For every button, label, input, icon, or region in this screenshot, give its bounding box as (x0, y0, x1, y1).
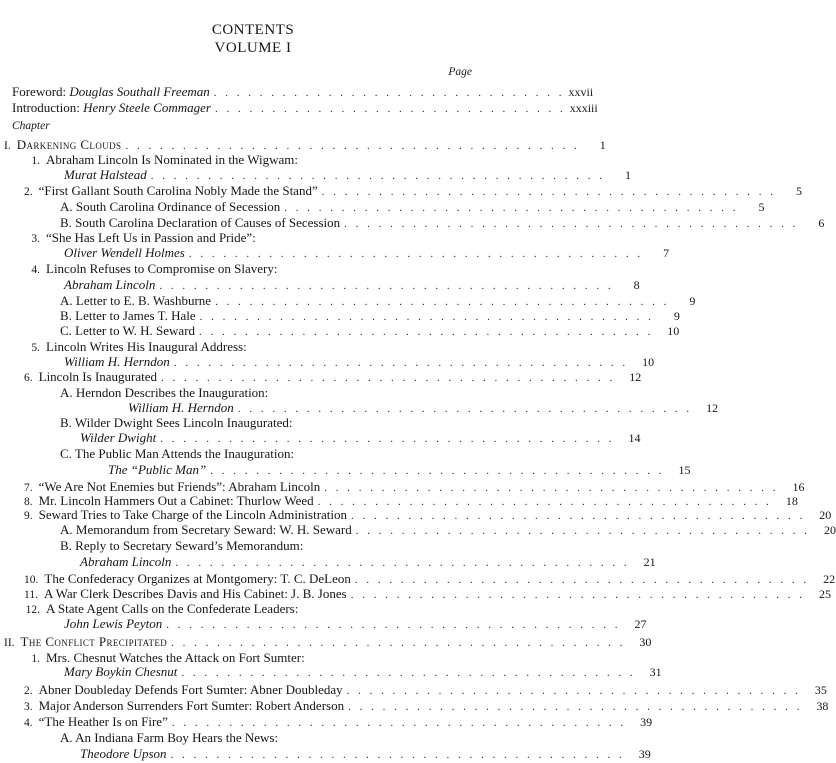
toc-entry (24, 183, 802, 198)
entry-page: 31 (649, 665, 662, 679)
introduction-author: Henry Steele Commager (83, 100, 211, 115)
entry-title: Abraham Lincoln (80, 554, 172, 569)
entry-page: 35 (814, 683, 827, 697)
entry-title: B. Wilder Dwight Sees Lincoln Inaugurated: (60, 415, 293, 430)
contents-title: CONTENTS (211, 22, 295, 38)
toc-entry (64, 245, 670, 260)
chapter-label: Chapter (12, 120, 50, 132)
entry-page: 9 (673, 309, 680, 323)
entry-title: “We Are Not Enemies but Friends”: Abraham Lincoln (38, 479, 321, 494)
leader-dots: . . . . . . . . . . . . . . . . . . . . . . . . . . . . . . . . . . . . . . . . (355, 525, 810, 537)
toc-entry (24, 369, 642, 384)
leader-dots: . . . . . . . . . . . . . . . . . . . . . . . . . . . . . . . . . . . . . . . . (321, 186, 776, 198)
toc-entry (60, 215, 825, 230)
entry-page: 27 (634, 617, 647, 631)
leader-dots: . . . . . . . . . . . . . . . . . . . . . . . . . . . . . . . . . . . . . . . . (348, 701, 803, 713)
toc-entry (60, 522, 836, 537)
entry-title: Darkening Clouds (16, 137, 122, 152)
volume-title: VOLUME I (214, 40, 292, 56)
toc-entry (64, 616, 647, 631)
entry-page: 21 (643, 555, 656, 569)
introduction-line (12, 100, 598, 115)
leader-dots: . . . . . . . . . . . . . . . . . . . . . . . . . . . . . . . . . . . . . . . . (354, 574, 810, 586)
entry-title: A War Clerk Describes Davis and His Cabinet: J. B. Jones (43, 586, 347, 601)
entry-title: The Conflict Precipitated (20, 634, 168, 649)
entry-page: 18 (785, 494, 798, 508)
leader-dots: . . . . . . . . . . . . . . . . . . . . . . . . . . . . . . . . . . . . . . . . (171, 637, 626, 649)
toc-entry (60, 730, 474, 745)
leader-dots: . . . . . . . . . . . . . . . . . . . . . . . . . . . . . . . . . . . . . . . . (351, 510, 806, 522)
entry-title: Abraham Lincoln (64, 277, 156, 292)
entry-number: 4. (24, 717, 33, 729)
entry-title: Wilder Dwight (80, 430, 157, 445)
toc-entry (4, 634, 652, 649)
toc-entry (24, 682, 827, 697)
leader-dots: . . . . . . . . . . . . . . . . . . . . . . . . . . . . . . . . . . . . . . . . (215, 296, 670, 308)
leader-dots: . . . . . . . . . . . . . . . . . . . . . . . . . . . . . . . . . . . . . . . . (125, 140, 580, 152)
leader-dots: . . . . . . . . . . . . . . . . . . . . . . . . . . . . . . . . . . . . . . . . (346, 685, 801, 697)
toc-entry (60, 538, 474, 553)
toc-entry (24, 230, 474, 245)
entry-page: 7 (663, 246, 670, 260)
entry-number: 1. (31, 155, 40, 167)
toc-entry (108, 462, 691, 477)
entry-page: 1 (599, 138, 606, 152)
entry-number: 8. (24, 496, 33, 508)
entry-title: William H. Herndon (64, 354, 170, 369)
entry-title: A. Herndon Describes the Inauguration: (60, 385, 269, 400)
entry-page: 30 (639, 635, 652, 649)
toc-entry (24, 714, 653, 729)
leader-dots: . . . . . . . . . . . . . . . . . . . . . . . . . . . . . . . (214, 103, 566, 115)
leader-dots: . . . . . . . . . . . . . . . . . . . . . . . . . . . . . . . . . . . . . . . . (175, 557, 630, 569)
leader-dots: . . . . . . . . . . . . . . . . . . . . . . . . . . . . . . . . . . . . . . . . (170, 749, 625, 761)
entry-number: I. (4, 140, 11, 152)
foreword-page: xxvii (568, 85, 594, 99)
entry-title: B. Letter to James T. Hale (60, 308, 196, 323)
entry-title: The “Public Man” (108, 462, 207, 477)
leader-dots: . . . . . . . . . . . . . . . . . . . . . . . . . . . . . . . . . . . . . . . . (199, 311, 654, 323)
leader-dots: . . . . . . . . . . . . . . . . . . . . . . . . . . . . . . . . . . . . . . . . (166, 619, 621, 631)
entry-number: II. (4, 637, 15, 649)
foreword-author: Douglas Southall Freeman (69, 84, 210, 99)
foreword-label: Foreword: (12, 84, 67, 99)
entry-title: William H. Herndon (128, 400, 234, 415)
toc-entry (80, 746, 651, 761)
leader-dots: . . . . . . . . . . . . . . . . . . . . . . . . . . . . . . . . . . . . . . . . (150, 170, 605, 182)
entry-title: “First Gallant South Carolina Nobly Made the Stand” (38, 183, 318, 198)
entry-page: 10 (667, 324, 680, 338)
entry-number: 12. (25, 604, 40, 616)
entry-page: 9 (689, 294, 696, 308)
entry-title: Mary Boykin Chesnut (64, 664, 178, 679)
leader-dots: . . . . . . . . . . . . . . . . . . . . . . . . . . . . . . . . . . . . . . . . (171, 717, 627, 729)
toc-entry (60, 385, 474, 400)
entry-title: Mr. Lincoln Hammers Out a Cabinet: Thurlow Weed (38, 493, 314, 508)
entry-title: Murat Halstead (64, 167, 147, 182)
entry-title: A State Agent Calls on the Confederate Leaders: (46, 601, 299, 616)
toc-entry (24, 339, 474, 354)
entry-title: Lincoln Writes His Inaugural Address: (46, 339, 247, 354)
entry-page: 1 (624, 168, 631, 182)
entry-title: Abraham Lincoln Is Nominated in the Wigwam: (46, 152, 298, 167)
entry-title: Abner Doubleday Defends Fort Sumter: Abner Doubleday (38, 682, 343, 697)
leader-dots: . . . . . . . . . . . . . . . . . . . . . . . . . . . . . . . . . . . . . . . . (350, 589, 805, 601)
toc-entry (128, 400, 719, 415)
leader-dots: . . . . . . . . . . . . . . . . . . . . . . . . . . . . . . . . . . . . . . . . (344, 218, 799, 230)
entry-number: 4. (31, 264, 40, 276)
toc-entry (60, 323, 680, 338)
entry-page: 12 (706, 401, 719, 415)
toc-entry (80, 430, 641, 445)
leader-dots: . . . . . . . . . . . . . . . . . . . . . . . . . . . . . . . . . . . . . . . . (237, 403, 693, 415)
entry-number: 11. (24, 589, 38, 601)
entry-page: 5 (795, 184, 802, 198)
toc-entry (64, 167, 631, 182)
leader-dots: . . . . . . . . . . . . . . . . . . . . . . . . . . . . . . . . . . . . . . . . (159, 280, 614, 292)
introduction-label: Introduction: (12, 100, 80, 115)
leader-dots: . . . . . . . . . . . . . . . . . . . . . . . . . . . . . . . . . . . . . . . . (173, 357, 629, 369)
entry-title: A. Memorandum from Secretary Seward: W. H. Seward (60, 522, 352, 537)
leader-dots: . . . . . . . . . . . . . . . . . . . . . . . . . . . . . . . (213, 87, 565, 99)
entry-page: 16 (792, 480, 805, 494)
entry-number: 2. (24, 685, 33, 697)
entry-title: A. South Carolina Ordinance of Secession (60, 199, 281, 214)
entry-page: 25 (818, 587, 831, 601)
entry-page: 12 (629, 370, 642, 384)
leader-dots: . . . . . . . . . . . . . . . . . . . . . . . . . . . . . . . . . . . . . . . . (210, 465, 665, 477)
entry-number: 9. (24, 510, 33, 522)
toc-entry (24, 152, 474, 167)
toc-entry (60, 415, 474, 430)
toc-entry (24, 479, 805, 494)
leader-dots: . . . . . . . . . . . . . . . . . . . . . . . . . . . . . . . . . . . . . . . . (284, 202, 739, 214)
entry-page: 20 (823, 523, 836, 537)
toc-entry (24, 507, 832, 522)
entry-title: C. Letter to W. H. Seward (60, 323, 196, 338)
toc-entry (24, 261, 474, 276)
toc-entry (24, 586, 831, 601)
toc-entry (80, 554, 656, 569)
toc-entry (24, 493, 798, 508)
entry-title: Major Anderson Surrenders Fort Sumter: Robert Anderson (38, 698, 345, 713)
entry-title: Seward Tries to Take Charge of the Lincoln Administration (38, 507, 348, 522)
toc-entry (24, 571, 836, 586)
leader-dots: . . . . . . . . . . . . . . . . . . . . . . . . . . . . . . . . . . . . . . . . (181, 667, 636, 679)
entry-page: 38 (816, 699, 829, 713)
entry-title: A. An Indiana Farm Boy Hears the News: (60, 730, 279, 745)
toc-entry (24, 601, 474, 616)
entry-number: 3. (31, 233, 40, 245)
leader-dots: . . . . . . . . . . . . . . . . . . . . . . . . . . . . . . . . . . . . . . . . (324, 482, 779, 494)
toc-entry (64, 277, 640, 292)
entry-title: C. The Public Man Attends the Inauguration: (60, 446, 295, 461)
entry-number: 7. (24, 482, 33, 494)
entry-number: 3. (24, 701, 33, 713)
foreword-line (12, 84, 594, 99)
toc-entry (24, 698, 829, 713)
entry-page: 20 (819, 508, 832, 522)
toc-entry (64, 354, 655, 369)
entry-number: 2. (24, 186, 33, 198)
entry-title: A. Letter to E. B. Washburne (60, 293, 212, 308)
entry-number: 5. (31, 342, 40, 354)
entry-title: B. Reply to Secretary Seward’s Memorandum: (60, 538, 304, 553)
entry-title: “She Has Left Us in Passion and Pride”: (46, 230, 256, 245)
entry-number: 6. (24, 372, 33, 384)
entry-page: 6 (818, 216, 825, 230)
toc-entry (64, 664, 662, 679)
entry-title: “The Heather Is on Fire” (38, 714, 168, 729)
entry-number: 1. (31, 653, 40, 665)
leader-dots: . . . . . . . . . . . . . . . . . . . . . . . . . . . . . . . . . . . . . . . . (161, 372, 616, 384)
leader-dots: . . . . . . . . . . . . . . . . . . . . . . . . . . . . . . . . . . . . . . . . (160, 433, 615, 445)
entry-title: Lincoln Is Inaugurated (38, 369, 158, 384)
entry-page: 14 (628, 431, 641, 445)
toc-entry (4, 137, 606, 152)
entry-page: 5 (758, 200, 765, 214)
page-column-label: Page (448, 66, 472, 78)
entry-title: Theodore Upson (80, 746, 167, 761)
toc-entry (60, 308, 680, 323)
toc-entry (60, 446, 474, 461)
entry-title: John Lewis Peyton (64, 616, 163, 631)
toc-entry (60, 293, 696, 308)
entry-page: 39 (638, 747, 651, 761)
leader-dots: . . . . . . . . . . . . . . . . . . . . . . . . . . . . . . . . . . . . . . . . (188, 248, 644, 260)
entry-title: Lincoln Refuses to Compromise on Slavery: (46, 261, 278, 276)
entry-page: 8 (633, 278, 640, 292)
entry-title: Oliver Wendell Holmes (64, 245, 185, 260)
introduction-page: xxxiii (569, 101, 598, 115)
entry-title: Mrs. Chesnut Watches the Attack on Fort Sumter: (46, 650, 305, 665)
entry-page: 15 (678, 463, 691, 477)
leader-dots: . . . . . . . . . . . . . . . . . . . . . . . . . . . . . . . . . . . . . . . . (317, 496, 772, 508)
entry-title: B. South Carolina Declaration of Causes of Secession (60, 215, 341, 230)
entry-number: 10. (24, 574, 39, 586)
entry-page: 10 (642, 355, 655, 369)
toc-entry (24, 650, 474, 665)
toc-entry (60, 199, 765, 214)
entry-page: 39 (640, 715, 653, 729)
entry-title: The Confederacy Organizes at Montgomery: T. C. DeLeon (44, 571, 351, 586)
entry-page: 22 (823, 572, 836, 586)
leader-dots: . . . . . . . . . . . . . . . . . . . . . . . . . . . . . . . . . . . . . . . . (199, 326, 654, 338)
